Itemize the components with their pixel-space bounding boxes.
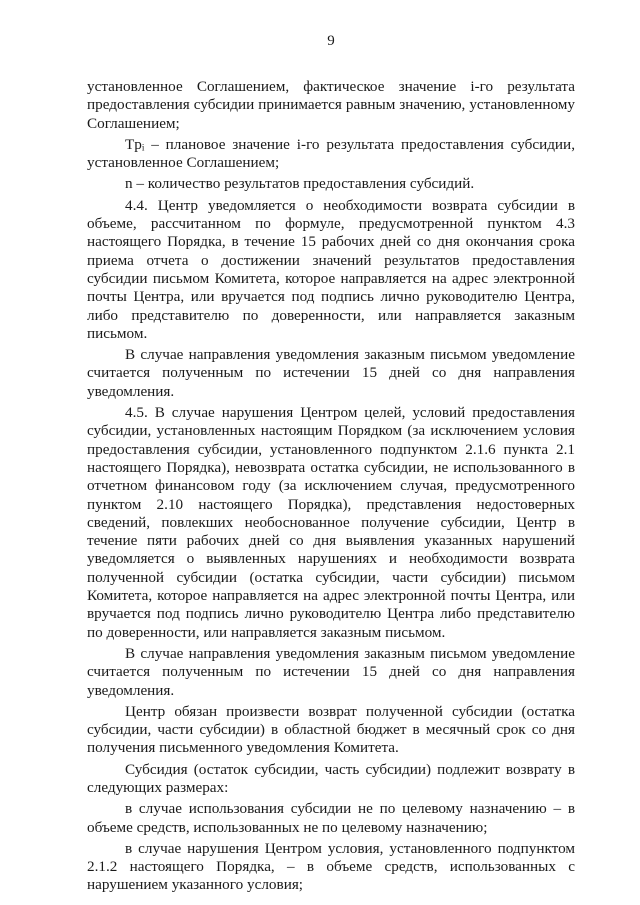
paragraph-5: В случае направления уведомления заказным письмом уведомление считается полученным по истечении 15 дней со дня направления уведомления.: [87, 346, 575, 400]
paragraph-11: в случае нарушения Центром условия, установленного подпунктом 2.1.2 настоящего Порядка, – в объеме средств, использованных с нарушением указанного условия;: [87, 839, 575, 894]
paragraph-4-5: 4.5. В случае нарушения Центром целей, условий предоставления субсидии, установленных настоящим Порядком (за исключением условия предоставления субсидии, установленного подпунктом 2.1.6 пункта 2.1 настоящего Порядка), невозврата остатка субсидии, не использованного в отчетном финансовом году (за исключением случая, предусмотренного пунктом 2.10 настоящего Порядка), представления недостоверных сведений, повлекших необоснованное получение субсидии, Центр в течение пяти рабочих дней со дня выявления указанных нарушений уведомляется о выявленных нарушениях и необходимости возврата полученной субсидии (остатка субсидии, части субсидии) письмом Комитета, которое направляется на адрес электронной почты Центра, или вручается под подпись лично руководителю Центра либо представителю по доверенности, или направляется заказным письмом.: [87, 404, 575, 641]
paragraph-3: n – количество результатов предоставления субсидий.: [125, 175, 475, 193]
paragraph-4-4: 4.4. Центр уведомляется о необходимости возврата субсидии в объеме, рассчитанном по формуле, предусмотренной пунктом 4.3 настоящего Порядка, в течение 15 рабочих дней со дня окончания срока приема отчета о достижении значений результатов предоставления субсидии письмом Комитета, которое направляется на адрес электронной почты Центра, или вручается под подпись лично руководителю Центра, либо представителю по доверенности, или направляется заказным письмом.: [87, 196, 575, 342]
paragraph-9: Субсидия (остаток субсидии, часть субсидии) подлежит возврату в следующих размерах:: [87, 760, 575, 796]
paragraph-8: Центр обязан произвести возврат полученной субсидии (остатка субсидии, части субсидии) в областной бюджет в месячный срок со дня получения письменного уведомления Комитета.: [87, 702, 575, 757]
paragraph-10: в случае использования субсидии не по целевому назначению – в объеме средств, использованных не по целевому назначению;: [87, 800, 575, 836]
paragraph-7: В случае направления уведомления заказным письмом уведомление считается полученным по истечении 15 дней со дня направления уведомления.: [87, 644, 575, 699]
page-number: 9: [327, 33, 335, 49]
paragraph-2: Tpᵢ – плановое значение i-го результата предоставления субсидии, установленное Соглашением;: [87, 135, 575, 172]
document-page: [87, 32, 575, 898]
paragraph-1: установленное Соглашением, фактическое значение i-го результата предоставления субсидии принимается равным значению, установленному Соглашением;: [87, 78, 575, 132]
